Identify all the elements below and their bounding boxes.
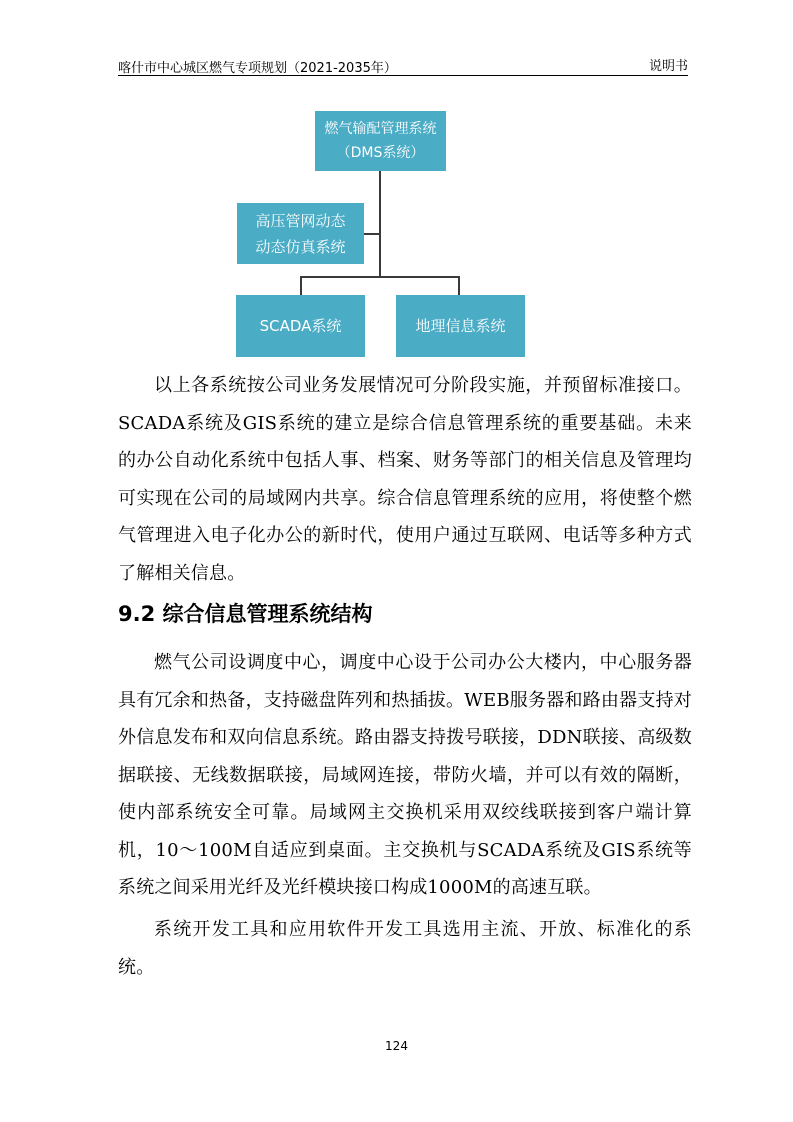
header-rule [118,75,688,76]
paragraph-3: 系统开发工具和应用软件开发工具选用主流、开放、标准化的系统。 [118,919,692,978]
diagram-root-line1: 燃气输配管理系统 [324,121,437,137]
section-heading: 9.2 综合信息管理系统结构 [118,602,373,626]
diagram-child-gis-box [396,295,525,357]
diagram-side-line1: 高压管网动态 [255,211,346,230]
diagram-connector-side [364,233,380,235]
diagram-connector-right-drop [458,276,460,296]
diagram-root-box [315,111,446,171]
header-title: 喀什市中心城区燃气专项规划（2021-2035年） [118,61,397,76]
diagram-connector-horizontal [300,276,460,278]
diagram-connector-vertical [379,171,381,277]
diagram-root-line2: （DMS系统） [336,145,425,161]
diagram-child-gis-label: 地理信息系统 [415,317,506,335]
paragraph-2: 燃气公司设调度中心，调度中心设于公司办公大楼内，中心服务器具有冗余和热备，支持磁盘阵列和热插拔。WEB服务器和路由器支持对外信息发布和双向信息系统。路由器支持拨号联接，DDN联接、高级数据联接、无线数据联接，局域网连接，带防火墙，并可以有效的隔断，使内部系统安全可靠。局域网主交换机采用双绞线联接到客户端计算机，10～100M自适应到桌面。主交换机与SCADA系统及GIS系统等系统之间采用光纤及光纤模块接口构成1000M的高速互联。 [118,652,692,898]
diagram-side-box [237,203,364,264]
diagram-connector-left-drop [300,276,302,296]
header-section: 说明书 [648,59,688,74]
diagram-side-line2: 动态仿真系统 [255,237,346,256]
diagram-child-scada-box [236,295,365,357]
diagram-child-scada-label: SCADA系统 [259,317,342,335]
paragraph-1: 以上各系统按公司业务发展情况可分阶段实施，并预留标准接口。SCADA系统及GIS系统的建立是综合信息管理系统的重要基础。未来的办公自动化系统中包括人事、档案、财务等部门的相关信息及管理均可实现在公司的局域网内共享。综合信息管理系统的应用，将使整个燃气管理进入电子化办公的新时代，使用户通过互联网、电话等多种方式了解相关信息。 [118,375,692,584]
page-number: 124 [385,1039,408,1053]
